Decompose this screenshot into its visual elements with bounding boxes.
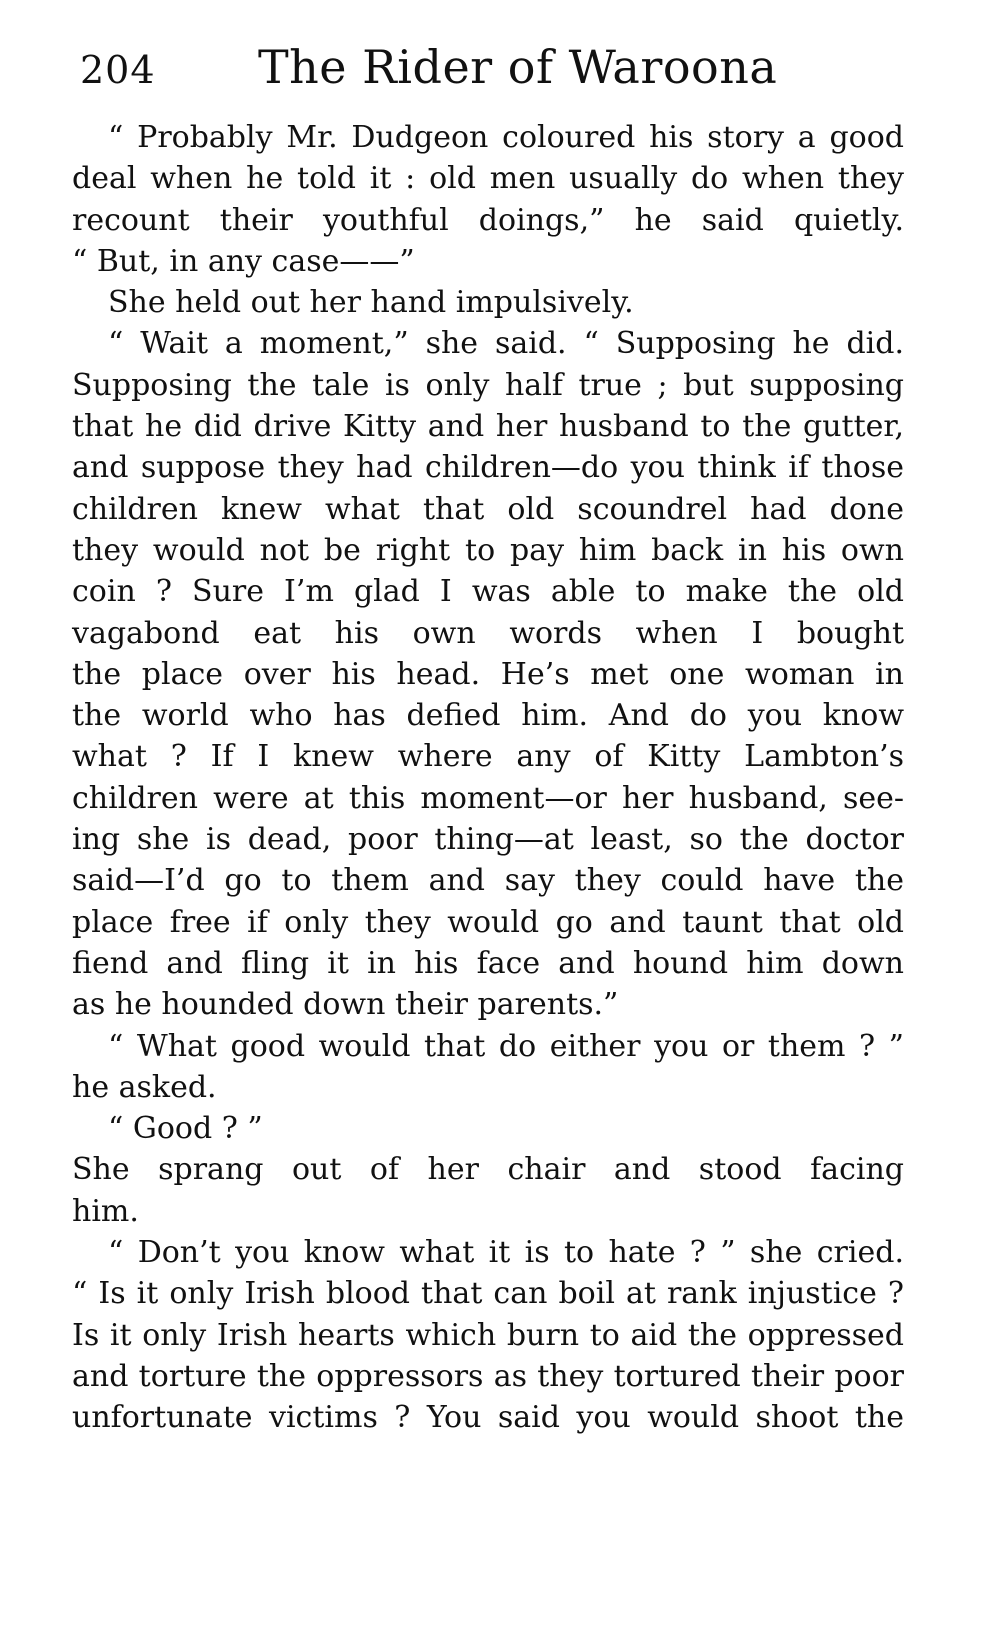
text-line: recount their youthful doings,” he said quietly. <box>72 202 904 238</box>
text-line: vagabond eat his own words when I bought <box>72 615 904 651</box>
text-line: She held out her hand impulsively. <box>108 285 634 321</box>
text-line: Supposing the tale is only half true ; but supposing <box>72 367 904 403</box>
text-line: ing she is dead, poor thing—at least, so the doctor <box>72 822 904 858</box>
text-line: “ Don’t you know what it is to hate ? ” she cried. <box>108 1235 904 1271</box>
text-line: “ But, in any case——” <box>72 243 415 279</box>
text-line: place free if only they would go and taunt that old <box>72 904 904 940</box>
text-line: the place over his head. He’s met one woman in <box>72 656 904 692</box>
text-line: “ Is it only Irish blood that can boil at rank injustice ? <box>72 1276 904 1312</box>
text-line: deal when he told it : old men usually do when they <box>72 161 904 197</box>
body-text <box>72 117 904 1439</box>
text-line: “ Wait a moment,” she said. “ Supposing he did. <box>108 326 904 362</box>
page-number: 204 <box>80 48 156 92</box>
text-line: coin ? Sure I’m glad I was able to make the old <box>72 574 904 610</box>
text-line: what ? If I knew where any of Kitty Lambton’s <box>72 739 904 775</box>
text-line: and suppose they had children—do you think if those <box>72 450 904 486</box>
text-line: unfortunate victims ? You said you would shoot the <box>72 1400 904 1436</box>
page-header <box>80 40 930 100</box>
text-line: “ Probably Mr. Dudgeon coloured his story a good <box>108 120 904 155</box>
text-line: She sprang out of her chair and stood facing <box>72 1152 904 1188</box>
text-line: children knew what that old scoundrel had done <box>72 491 904 527</box>
text-line: “ What good would that do either you or them ? ” <box>108 1028 904 1064</box>
text-line: “ Good ? ” <box>108 1111 263 1147</box>
text-line: Is it only Irish hearts which burn to aid the oppressed <box>72 1317 904 1353</box>
text-line: he asked. <box>72 1069 217 1105</box>
text-line: that he did drive Kitty and her husband to the gutter, <box>72 409 904 445</box>
text-line: they would not be right to pay him back in his own <box>72 532 904 568</box>
text-line: him. <box>72 1193 139 1229</box>
text-line: and torture the oppressors as they tortured their poor <box>72 1358 904 1394</box>
text-line: children were at this moment—or her husband, see- <box>72 780 904 816</box>
text-line: fiend and fling it in his face and hound him down <box>72 945 904 981</box>
text-line: as he hounded down their parents.” <box>72 987 619 1023</box>
text-line: the world who has defied him. And do you know <box>72 698 904 734</box>
running-title: The Rider of Waroona <box>258 40 778 94</box>
text-line: said—I’d go to them and say they could have the <box>72 863 904 899</box>
